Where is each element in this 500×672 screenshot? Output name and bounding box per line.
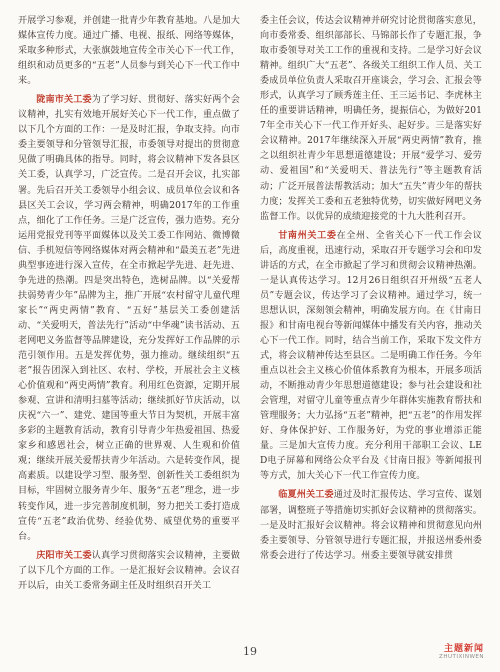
section-lead: 甘南州关工委 bbox=[278, 229, 337, 241]
section-lead: 临夏州关工委 bbox=[278, 489, 334, 501]
paragraph bbox=[18, 548, 240, 594]
section-lead: 陇南市关工委 bbox=[36, 94, 92, 106]
magazine-page bbox=[18, 14, 482, 634]
page-number: 19 bbox=[243, 645, 257, 658]
brand-subtitle: ZHUTIXINWEN bbox=[439, 654, 484, 660]
paragraph bbox=[260, 228, 482, 485]
paragraph-body: 为了学习好、贯彻好、落实好两个会议精神，扎实有效地开展好关心下一代工作，重点做了以下几个方面的工作：一是及时汇报，争取支持。向市委主要领导和分管领导汇报，市委领导对提出的贯彻意见做了明确具体的指导。同时，将会议精神下发各县区关工委，认真学习，广泛宣传。二是召开会议，扎实部署。先后召开关工委领导小组会议、成员单位会议和各县区关工会议，学习两会精神，明确2017年的工作重点，细化了工作任务。三是广泛宣传，强力造势。充分运用党报党刊等平面媒体以及关工委工作网站、微博微信、手机短信等网络媒体对两会精神和“最美五老”先进典型事迹进行深入宣传，在全市掀起学先进、赶先进、争先进的热潮。四是突出特色，选树品牌。以“关爱帮扶弱势青少年”品牌为主，推广开展“农村留守儿童代理家长”“两史两情”教育、“五好”基层关工委创建活动、“关爱明天，普法先行”活动“中华魂”读书活动、五老网吧义务监督等品牌建设，充分发挥好工作品牌的示范引领作用。五是发挥优势，强力推动。继续组织“五老”报告团深入到社区、农村、学校，开展社会主义核心价值观和“两史两情”教育。利用红色资源，定期开展参观、宣讲和清明扫墓等活动；继续抓好节庆活动，以庆祝“六一”、建党、建国等重大节日为契机，开展丰富多彩的主题教育活动，教育引导青少年热爱祖国、热爱家乡和感恩社会，树立正确的世界观、人生观和价值观；继续开展关爱帮扶青少年活动。六是转变作风，提高素质。以建设学习型、服务型、创新性关工委组织为目标，牢固树立服务青少年、服务“五老”理念，进一步转变作风，进一步完善制度机制，努力把关工委打造成宣传“五老”政治优势、经验优势、威望优势的重要平台。 bbox=[18, 95, 240, 542]
section-lead: 庆阳市关工委 bbox=[36, 549, 92, 561]
brand-title: 主题新闻 bbox=[443, 644, 484, 654]
paragraph-body: 在全州、全省关心下一代工作会议后，高度重视，迅速行动，采取召开专题学习会和印发讲话的方式，在全市掀起了学习和贯彻会议精神热潮。一是认真传达学习。12月26日组织召开州级“五老人员”专题会议，传达学习了会议精神。通过学习，统一思想认识，深刻领会精神，明确发展方向。在《甘南日报》和甘南电视台等新闻媒体中播发有关内容，推动关心下一代工作。同时，结合当前工作，采取下发文件方式，将会议精神传达至县区。二是明确工作任务。今年重点以社会主义核心价值体系教育为根本，开展多项活动，不断推动青少年思想道德建设；参与社会建设和社会管理，对留守儿童等重点青少年群体实施教育帮扶和管理服务；大力弘扬“五老”精神，把“五老”的作用发挥好、身体保护好、工作服务好，为党的事业增添正能量。三是加大宣传力度。充分利用干部职工会议、LED电子屏幕和网络公众平台及《甘南日报》等新闻报刊等方式，加大关心下一代工作宣传力度。 bbox=[260, 230, 482, 482]
paragraph: 开展学习参观，并创建一批青少年教育基地。八是加大媒体宣传力度。通过广播、电视、报纸、网络等媒体，采取多种形式，大张旗鼓地宣传全市关心下一代工作，组织和动员更多的“五老”人员参与到关心下一代工作中来。 bbox=[18, 16, 240, 87]
paragraph bbox=[260, 487, 482, 563]
paragraph: 委主任会议，传达会议精神并研究讨论贯彻落实意见，向市委常委、组织部部长、马锦部长作了专题汇报，争取市委领导对关工工作的重视和支持。二是学习好会议精神。组织广大“五老”、各级关工组织工作人员、关工委成员单位负责人采取召开座谈会，学习会、汇报会等形式，认真学习了顾秀莲主任、王三运书记、李虎林主任的重要讲话精神，明确任务，提振信心，为做好2017年全市关心下一代工作开好头、起好步。三是落实好会议精神。2017年继续深入开展“两史两情”教育，推之以组织社青少年思想道德建设；开展“爱学习、爱劳动、爱祖国”和“关爱明天、普法先行”等主题教育活动；广泛开展普法帮教活动；加大“五失”青少年的帮扶力度；发挥关工委和五老独特优势，切实做好网吧义务监督工作。以优异的成绩迎接党的十九大胜利召开。 bbox=[260, 16, 482, 222]
left-column bbox=[18, 14, 240, 597]
right-column bbox=[260, 14, 482, 567]
paragraph bbox=[18, 92, 240, 544]
paragraph-body: 通过及时汇报传达、学习宣传、谋划部署，调整班子等措施切实抓好会议精神的贯彻落实。一是及时汇报好会议精神。将会议精神和贯彻意见向州委主要领导、分管领导进行专题汇报，并报送州委州委常委会进行了传达学习。州委主要领导就安排贯 bbox=[260, 490, 482, 561]
paragraph-body: 认真学习贯彻落实会议精神，主要做了以下几个方面的工作。一是汇报好会议精神。会议召开以后，由关工委常务副主任及时组织召开关工 bbox=[18, 550, 240, 591]
brand-footer bbox=[420, 641, 484, 660]
